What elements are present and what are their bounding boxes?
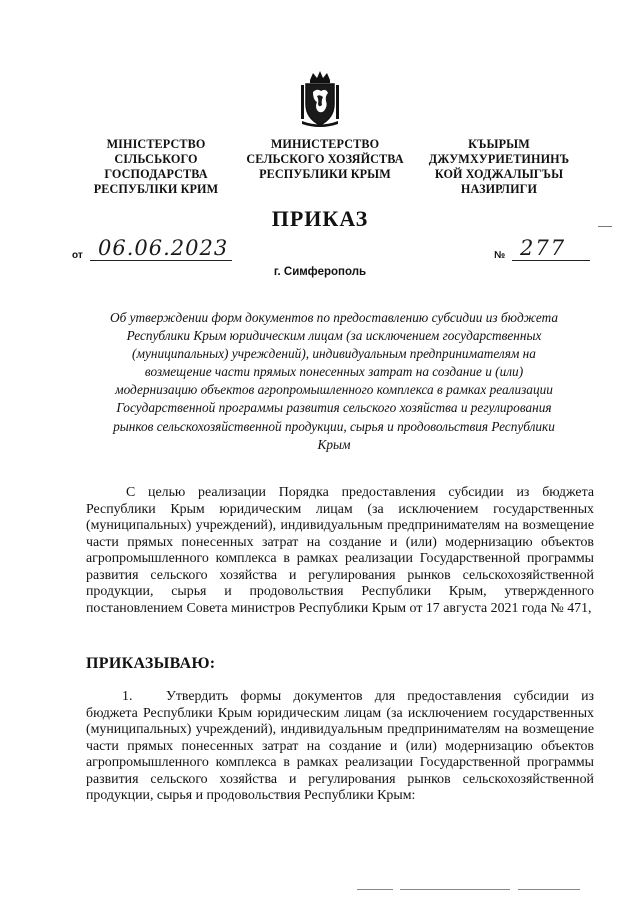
order-date-handwritten: 06.06.2023	[98, 236, 229, 260]
crimea-coat-of-arms-icon	[299, 70, 341, 128]
date-underline	[90, 260, 232, 261]
document-title: ПРИКАЗ	[271, 206, 369, 231]
order-item-1-text: Утвердить формы документов для предоставления субсидии из бюджета Республики Крым юридическим лицам (за исключением государственных (муниципальных) учреждений), индивидуальным предпринимателям на возмещение части прямых понесенных затрат на создание и (или) модернизацию объектов агропромышленного комплекса в рамках реализации Государственной программы развития сельского хозяйства и регулирования рынков сельскохозяйственной продукции, сырья и продовольствия Республики Крым:	[86, 689, 594, 803]
footer-line	[357, 889, 393, 890]
order-item-1-number: 1.	[122, 689, 133, 704]
header-ministry-russian: МИНИСТЕРСТВО СЕЛЬСКОГО ХОЗЯЙСТВА РЕСПУБЛИКИ КРЫМ	[246, 137, 404, 181]
margin-mark	[598, 226, 612, 227]
order-item-1	[86, 689, 594, 805]
city-of-issue: г. Симферополь	[273, 266, 367, 278]
header-ministry-crimean-tatar: КЪЫРЫМ ДЖУМХУРИЕТИНИНЪ КОЙ ХОДЖАЛЫГЪЫ НАЗИРЛИГИ	[428, 137, 570, 196]
order-date-number-row	[0, 236, 640, 268]
document-subject: Об утверждении форм документов по предоставлению субсидии из бюджета Республики Крым юридическим лицам (за исключением государственных (муниципальных) учреждений), индивидуальным предпринимателям на возмещение части прямых понесенных затрат на создание и (или) модернизацию объектов агропромышленного комплекса в рамках реализации Государственной программы развития сельского хозяйства и регулирования рынков сельскохозяйственной продукции, сырья и продовольствия Республики Крым	[109, 310, 559, 452]
footer-line	[518, 889, 580, 890]
footer-line	[400, 889, 510, 890]
preamble-paragraph: С целью реализации Порядка предоставления субсидии из бюджета Республики Крым юридическим лицам (за исключением государственных (муниципальных) учреждений), индивидуальным предпринимателям на возмещение части прямых понесенных затрат на создание и (или) модернизацию объектов агропромышленного комплекса в рамках реализации Государственной программы развития сельского хозяйства и регулирования рынков сельскохозяйственной продукции, сырья и продовольствия Республики Крым, утвержденного постановлением Совета министров Республики Крым от 17 августа 2021 года № 471,	[86, 485, 594, 616]
header-ministry-ukrainian: МІНІСТЕРСТВО СІЛЬСЬКОГО ГОСПОДАРСТВА РЕСПУБЛІКИ КРИМ	[93, 137, 219, 196]
order-directive-heading: ПРИКАЗЫВАЮ:	[86, 655, 216, 672]
date-label: от	[72, 250, 83, 261]
number-underline	[512, 260, 590, 261]
order-number-handwritten: 277	[520, 236, 567, 260]
number-label: №	[494, 250, 506, 261]
